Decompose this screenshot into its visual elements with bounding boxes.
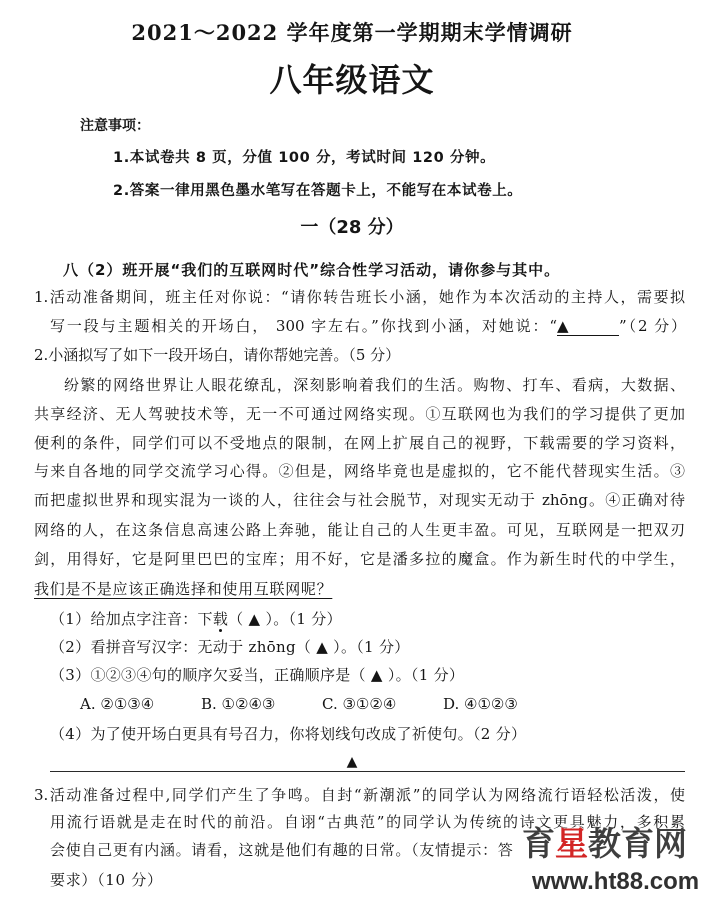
passage-line-5: 而把虚拟世界和现实混为一谈的人，往往会与社会脱节，对现实无动于 zhōng。④正确对待 <box>34 491 685 509</box>
q1-line-2 <box>50 316 686 338</box>
option-a: A. ②①③④ <box>80 695 155 713</box>
sub-question-2: （2）看拼音写汉字：无动于 zhōng（ ▲ ）。（1 分） <box>50 638 410 656</box>
option-c: C. ③①②④ <box>322 695 397 713</box>
watermark-logo-part-2: 教育网 <box>588 824 687 863</box>
exam-title: 2021～2022 学年度第一学期期末学情调研 <box>131 20 573 45</box>
q3-line-4: 要求）（10 分） <box>50 871 163 889</box>
sub-question-1 <box>50 609 342 629</box>
passage-underlined-line: 我们是不是应该正确选择和使用互联网呢？ <box>34 580 333 598</box>
q1-answer-blank: ▲ <box>557 318 619 336</box>
watermark-url: www.ht88.com <box>532 868 700 895</box>
passage-line-1: 纷繁的网络世界让人眼花缭乱，深刻影响着我们的生活。购物、打车、看病，大数据、 <box>64 376 685 394</box>
watermark-logo-star: 星 <box>555 824 588 863</box>
watermark-logo <box>522 824 687 864</box>
q1-line-1: 1.活动准备期间，班主任对你说：“请你转告班长小涵，她作为本次活动的主持人，需要拟 <box>34 288 685 306</box>
answer-marker: ▲ <box>346 754 358 770</box>
passage-line-6: 网络的人，在这条信息高速公路上奔驰，能让自己的人生更丰盈。可见，互联网是一把双刃 <box>34 521 685 539</box>
q1-line-2-score: ”（2 分） <box>619 317 686 335</box>
sub-question-1-score: （ ▲ ）。（1 分） <box>228 610 342 628</box>
passage-line-3: 便利的条件，同学们可以不受地点的限制，在网上扩展自己的视野，下载需要的学习资料， <box>34 434 685 452</box>
q1-line-2-text: 写一段与主题相关的开场白， 300 字左右。”你找到小涵，对她说：“ <box>50 317 558 335</box>
option-d: D. ④①②③ <box>443 695 518 713</box>
q2-stem: 2.小涵拟写了如下一段开场白，请你帮她完善。（5 分） <box>34 346 401 364</box>
q3-line-3: 会使自己更有内涵。请看，这就是他们有趣的日常。（友情提示：答 <box>50 841 514 859</box>
q3-line-2: 用流行语就是走在时代的前沿。自诩“古典范”的同学认为传统的诗文更具魅力，多积累 <box>50 813 685 831</box>
passage-line-7: 剑，用得好，它是阿里巴巴的宝库；用不好，它是潘多拉的魔盒。作为新生时代的中学生， <box>34 550 685 568</box>
answer-line <box>50 771 685 772</box>
notice-item-2: 2.答案一律用黑色墨水笔写在答题卡上，不能写在本试卷上。 <box>113 183 523 199</box>
notice-item-1: 1.本试卷共 8 页，分值 100 分，考试时间 120 分钟。 <box>113 150 496 166</box>
watermark <box>520 824 700 898</box>
sub-question-1-text: （1）给加点字注音：下 <box>50 610 213 628</box>
sub-question-4: （4）为了使开场白更具有号召力，你将划线句改成了祈使句。（2 分） <box>50 725 527 743</box>
watermark-logo-part-1: 育 <box>522 824 555 863</box>
subject-title: 八年级语文 <box>269 61 435 99</box>
passage-line-4: 与来自各地的同学交流学习心得。②但是，网络毕竟也是虚拟的，它不能代替现实生活。③ <box>34 462 685 480</box>
notice-heading: 注意事项： <box>80 118 150 134</box>
answer-options <box>80 694 564 714</box>
passage-line-2: 共享经济、无人驾驶技术等，无一不可通过网络实现。①互联网也为我们的学习提供了更加 <box>34 405 685 423</box>
dotted-character: 载 <box>212 610 229 628</box>
q3-line-1: 3.活动准备过程中,同学们产生了争鸣。自封“新潮派”的同学认为网络流行语轻松活泼，使 <box>34 786 685 804</box>
sub-question-3: （3）①②③④句的顺序欠妥当，正确顺序是（ ▲ ）。（1 分） <box>50 666 465 684</box>
section-heading: 一（28 分） <box>300 217 404 238</box>
option-b: B. ①②④③ <box>201 695 276 713</box>
section-intro: 八（2）班开展“我们的互联网时代”综合性学习活动，请你参与其中。 <box>63 261 561 279</box>
